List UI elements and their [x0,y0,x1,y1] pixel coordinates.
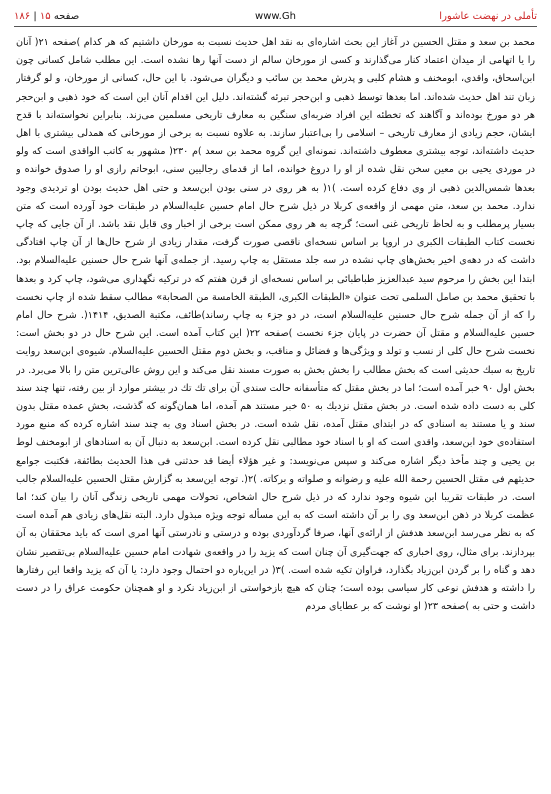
page-total: ۱۵ [39,11,51,22]
header-divider [14,26,537,27]
page-separator: | [33,11,37,22]
website-url[interactable]: www.Gh [255,11,296,22]
book-title: تأملی در نهضت عاشورا [439,11,537,22]
body-text [16,34,535,780]
page-header [14,8,537,28]
page-current: ۱۸۶ [14,11,31,22]
paragraph: محمد بن سعد و مقتل الحسين در آغاز اين بحث اشاره‌اى به نقد اهل حديث نسبت به مورخان داشتيم كه هر كدام )صفحه ۲۱( آنان را يا اتهامى از ميدان اعتماد كنار مى‌گذارند و كسى از مورخان سالم از دست آنها رها نشده است. اين مطلب شامل كسانى چون ابن‌اسحاق، واقدى، ابومخنف و هشام كلبى و پدرش محمد بن سائب و ديگران مى‌شود. با اين حال، كسانى از مورخان، و لو گرفتار زبان تند اهل حديث شده‌اند. اما بعدها توسط ذهبى و ابن‌حجر تبرئه گشته‌اند. دليل اين اقدام آنان اين است كه خود ذهبى و ابن‌حجر هر دو مورخ بوده‌اند و آگاهند كه تخطئه اين افراد ضربه‌اى سنگين به معارف تاريخى مسلمين مى‌زند. بنابراين نخواسته‌اند با قدح ايشان، حجم زيادى از معارف تاريخى – اسلامى را بى‌اعتبار سازند. به علاوه نسبت به برخى از مورخانى كه همدلى بيشترى با اهل حديث داشته‌اند، توجه بيشترى معطوف داشته‌اند. نمونه‌اى اين گروه محمد بن سعد )م ۲۳۰( مشهور به كاتب الواقدى است كه ولو در موردى يحيى بن معين سخن نقل شده از او را دروغ خوانده، اما از قدماى رجاليين سنى، ابوحاتم رازى او را صدوق خوانده و بعدها شمس‌الدين ذهبى از وى دفاع كرده است. )۱( به هر روى در سنى بودن ابن‌سعد و حتى اهل حديث بودن او ترديدى وجود ندارد. محمد بن سعد، متن مهمى از واقعه‌ى كربلا در ذيل شرح حال امام حسين عليه‌السلام در طبقات خود آورده است كه متن بسيار پرمطلب و به لحاظ تاريخى غنى است؛ گرچه به هر روى ممكن است برخى از اخبار وى قابل نقد باشد. از آن جايى كه چاپ نخست كتاب الطبقات الكبرى در اروپا بر اساس نسخه‌اى ناقصى صورت گرفت، مقدار زيادى از شرح حال‌ها از آن چاپ افتادگى داشت كه در دهه‌ى اخير بخش‌هاى چاپ نشده در سه جلد مستقل به چاپ رسيد. از جمله‌ى آنها شرح حال حسنين عليه‌السلام بود. ابتدا اين بخش را مرحوم سيد عبدالعزيز طباطبائى بر اساس نسخه‌اى از قرن هفتم كه در تركيه نگهدارى مى‌شود، چاپ كرد و بعدها با تحقيق محمد بن صامل السلمى تحت عنوان «الطبقات الكبرى، الطبقة الخامسة من الصحابة» مطالب سقط شده از چاپ نخست را كه از آن جمله شرح حال حسنين عليه‌السلام است، در دو جزء به چاپ رساند)طائف، مكتبة الصديق، ۱۴۱۴(. شرح حال امام حسين عليه‌السلام و مقتل آن حضرت در پايان جزء نخست )صفحه ۲۲( اين كتاب آمده است. اين شرح حال در دو بخش است: نخست شرح حال كلى از نسب و تولد و ويژگى‌ها و فضائل و مناقب، و بخش دوم مقتل الحسين عليه‌السلام. شيوه‌ى ابن‌سعد روايت تاريخ به سبك حديثى است كه بخش مطالب را بخش بخش به صورت مسند نقل مى‌كند و اين روش عالى‌ترين متن را بالا مى‌برد. در بخش اول ۹۰ خبر آمده است؛ اما در بخش مقتل كه متأسفانه حالت سندى آن براى تك تك در بيشتر موارد از بين رفته، تنها چند سند كلى به دست داده شده است. در بخش مقتل نزديك به ۵۰ خبر مستند هم آمده، اما همان‌گونه كه گذشت، بخش عمده مقتل بدون سند و يا مستند به اسنادى كه در ابتداى مقتل آمده، نقل شده است. در بخش اسناد وى به چند سند اشاره كرده كه منبع مورد استفاده‌ى خود ابن‌سعد، واقدى است كه او با اسناد خود مطالبى نقل كرده است. ابن‌سعد به دنبال آن به اسنادهاى از ابومخنف لوط بن يحيى و چند مأخذ ديگر اشاره مى‌كند و سپس مى‌نويسد: و غير هؤلاء أيضا قد حدثنى فى هذا الحديث بطائفة، فكتبت جوامع حديثهم فى مقتل الحسين رحمة الله عليه و رضوانه و صلواته و بركاته. )۲(. توجه اين‌سعد به گزارش مقتل الحسين عليه‌السلام جالب است. در طبقات تقريبا اين شيوه وجود ندارد كه در ذيل شرح حال اشخاص، تحولات مهمى تاريخى زندگى آنان را بيان كند؛ اما عظمت كربلا در ذهن ابن‌سعد وى را بر آن داشته است كه به اين مسأله توجه ويژه مبذول دارد. البته نقل‌هاى زيادى هم آمده است كه به نظر مى‌رسد ابن‌سعد هدفش از ارائه‌ى آنها، صرفا گردآوردى بوده و درستى و نادرستى آنها امرى است كه بايد محققان به آن بپردازند. براى مثال، روى اخبارى كه جهت‌گيرى آن چنان است كه يزيد را در واقعه‌ى شهادت امام حسين عليه‌السلام بى‌تقصير نشان دهد و گناه را بر گردن ابن‌زياد بگذارد، فراوان تكيه شده است. )۳( در اين‌باره دو احتمال وجود دارد: يا آن كه يزيد واقعا اين رفتارها را داشته و هدفش نوعى كار سياسى بوده است؛ چنان كه هيچ بازخواستى از ابن‌زياد نكرد و او همچنان حكومت عراق را در دست داشت و حتى به )صفحه ۲۳( او نوشت كه بر عطاياى مردم [16,37,535,613]
page-indicator [14,11,79,22]
page-label: صفحه [53,11,80,22]
